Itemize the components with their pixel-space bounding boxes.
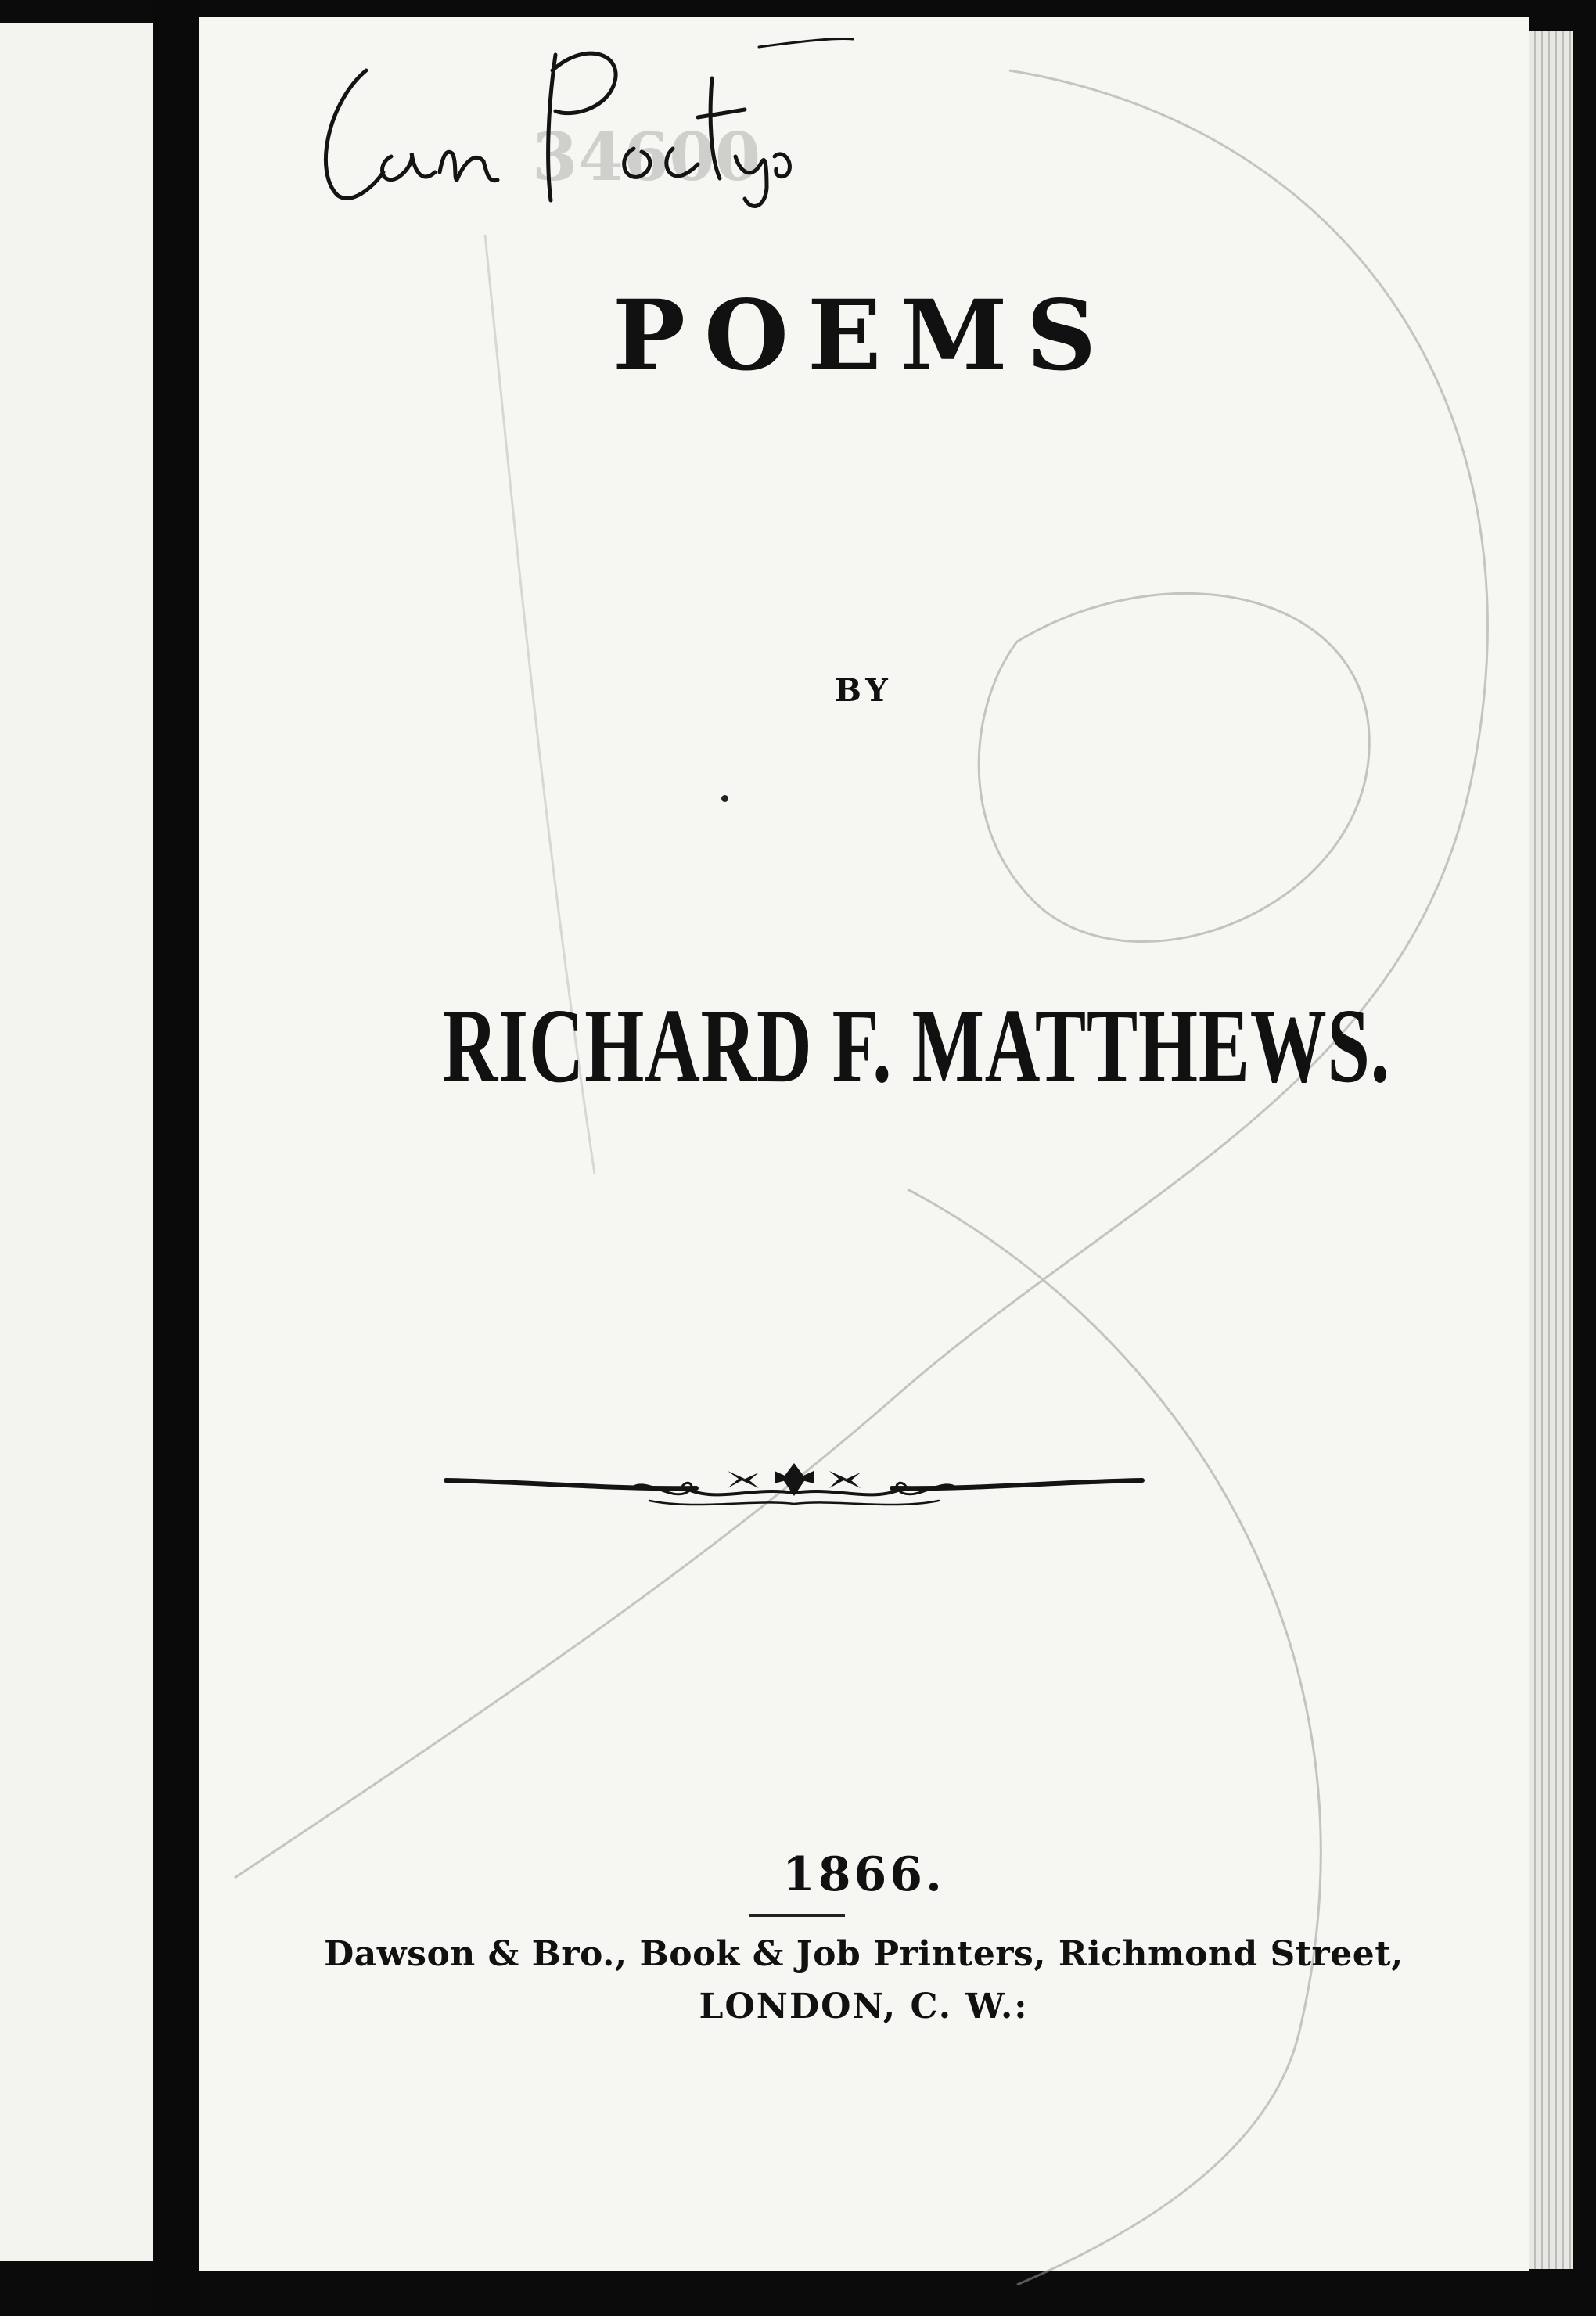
left-page-edge <box>0 23 153 2261</box>
svg-text:34600: 34600 <box>532 118 761 196</box>
year-underline <box>749 1914 845 1917</box>
city-line: LONDON, C. W.: <box>699 1987 1029 2026</box>
handwritten-signature <box>297 23 861 211</box>
publication-year: 1866. <box>782 1847 945 1902</box>
byline: BY <box>835 672 893 709</box>
ink-dot <box>721 795 728 802</box>
ornamental-divider <box>438 1455 1150 1518</box>
page-stack-edge <box>1529 31 1573 2269</box>
printer-line: Dawson & Bro., Book & Job Printers, Richmond Street, <box>324 1934 1404 1974</box>
author-name: RICHARD F. MATTHEWS. <box>442 987 1390 1105</box>
book-gutter <box>153 0 199 2316</box>
book-title: POEMS <box>612 279 1116 393</box>
